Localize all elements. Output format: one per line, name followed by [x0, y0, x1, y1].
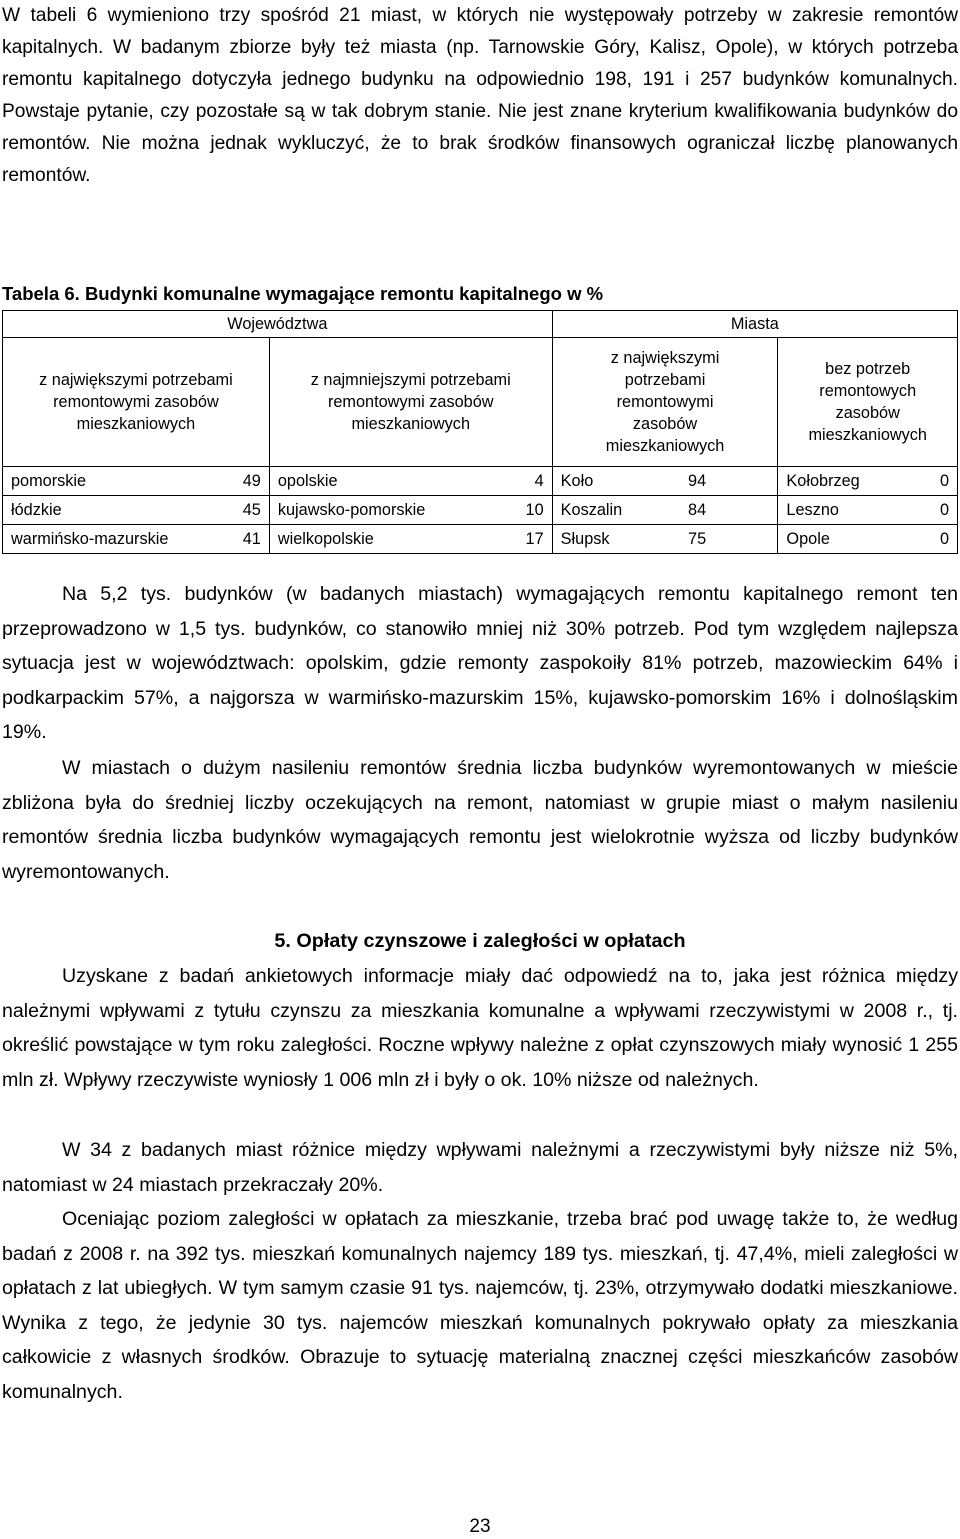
table-cell-name: Koło	[552, 467, 684, 496]
intro-paragraph: W tabeli 6 wymieniono trzy spośród 21 miast, w których nie występowały potrzeby w zakresie remontów kapitalnych. W badanym zbiorze były też miasta (np. Tarnowskie Góry, Kalisz, Opole), w których potrzeba remontu kapitalnego dotyczyła jednego budynku na odpowiednio 198, 191 i 257 budynków komunalnych. Powstaje pytanie, czy pozostałe są w tak dobrym stanie. Nie jest znane kryterium kwalifikowania budynków do remontów. Nie można jednak wykluczyć, że to brak środków finansowych ograniczał liczbę planowanych remontów.	[2, 5, 958, 186]
table-cell-value: 10	[498, 496, 552, 525]
body-paragraph: Na 5,2 tys. budynków (w badanych miastach) wymagających remontu kapitalnego remont ten przeprowadzono w 1,5 tys. budynków, co stanowiło mniej niż 30% potrzeb. Pod tym względem najlepsza sytuacja jest w województwach: opolskim, gdzie remonty zaspokoiły 81% potrzeb, mazowieckim 64% i podkarpackim 57%, a najgorsza w warmińsko-mazurskim 15%, kujawsko-pomorskim 16% i dolnośląskim 19%.	[2, 583, 958, 743]
table-cell-name: opolskie	[269, 467, 498, 496]
table-cell-name: Koszalin	[552, 496, 684, 525]
section-heading: 5. Opłaty czynszowe i zaległości w opłatach	[274, 930, 686, 952]
body-paragraph: W miastach o dużym nasileniu remontów średnia liczba budynków wyremontowanych w mieście zbliżona była do średniej liczby oczekujących na remont, natomiast w grupie miast o małym nasileniu remontów średnia liczba budynków wymagających remontu jest wielokrotnie wyższa od liczby budynków wyremontowanych.	[2, 757, 958, 883]
column-header: z największymi potrzebami remontowymi zasobów mieszkaniowych	[3, 338, 270, 467]
table-row	[3, 467, 958, 496]
group-header-voivodeships: Województwa	[3, 311, 553, 338]
table-cell-value: 0	[899, 525, 958, 554]
page-number: 23	[469, 1516, 491, 1537]
table-cell-name: Opole	[778, 525, 899, 554]
body-paragraph: W 34 z badanych miast różnice między wpływami należnymi a rzeczywistymi były niższe niż 5%, natomiast w 24 miastach przekraczały 20%.	[2, 1139, 958, 1196]
data-table	[2, 310, 958, 554]
table-cell-value: 84	[684, 496, 778, 525]
table-cell-name: warmińsko-mazurskie	[3, 525, 220, 554]
table-cell-value: 17	[498, 525, 552, 554]
body-paragraph: Oceniając poziom zaległości w opłatach za mieszkanie, trzeba brać pod uwagę także to, że według badań z 2008 r. na 392 tys. mieszkań komunalnych najemcy 189 tys. mieszkań, tj. 47,4%, mieli zaległości w opłatach z lat ubiegłych. W tym samym czasie 91 tys. najemców, tj. 23%, otrzymywało dodatki mieszkaniowe. Wynika z tego, że jedynie 30 tys. najemców mieszkań komunalnych pokrywało opłaty za mieszkania całkowicie z własnych środków. Obrazuje to sytuację materialną znacznej części mieszkańców zasobów komunalnych.	[2, 1208, 958, 1403]
table-cell-value: 75	[684, 525, 778, 554]
column-header: z największymi potrzebami remontowymi zasobów mieszkaniowych	[552, 338, 778, 467]
column-header: z najmniejszymi potrzebami remontowymi zasobów mieszkaniowych	[269, 338, 552, 467]
body-paragraph: Uzyskane z badań ankietowych informacje miały dać odpowiedź na to, jaka jest różnica między należnymi wpływami z tytułu czynszu za mieszkania komunalne a wpływami rzeczywistymi w 2008 r., tj. określić powstające w tym roku zaległości. Roczne wpływy należne z opłat czynszowych miały wynosić 1 255 mln zł. Wpływy rzeczywiste wyniosły 1 006 mln zł i były o ok. 10% niższe od należnych.	[2, 965, 958, 1091]
table-row	[3, 496, 958, 525]
table-cell-name: Słupsk	[552, 525, 684, 554]
group-header-cities: Miasta	[552, 311, 957, 338]
table-cell-name: kujawsko-pomorskie	[269, 496, 498, 525]
table-cell-name: pomorskie	[3, 467, 220, 496]
table-cell-value: 0	[899, 467, 958, 496]
column-header: bez potrzeb remontowych zasobów mieszkaniowych	[778, 338, 958, 467]
table-cell-value: 0	[899, 496, 958, 525]
table-group-header-row	[3, 311, 958, 338]
table-caption: Tabela 6. Budynki komunalne wymagające remontu kapitalnego w %	[2, 283, 604, 304]
table-cell-value: 94	[684, 467, 778, 496]
table-row	[3, 525, 958, 554]
table-cell-value: 49	[219, 467, 269, 496]
table-cell-name: Kołobrzeg	[778, 467, 899, 496]
table-column-header-row	[3, 338, 958, 467]
table-cell-value: 4	[498, 467, 552, 496]
table-cell-name: Leszno	[778, 496, 899, 525]
table-cell-name: wielkopolskie	[269, 525, 498, 554]
table-cell-value: 41	[219, 525, 269, 554]
table-cell-value: 45	[219, 496, 269, 525]
table-cell-name: łódzkie	[3, 496, 220, 525]
